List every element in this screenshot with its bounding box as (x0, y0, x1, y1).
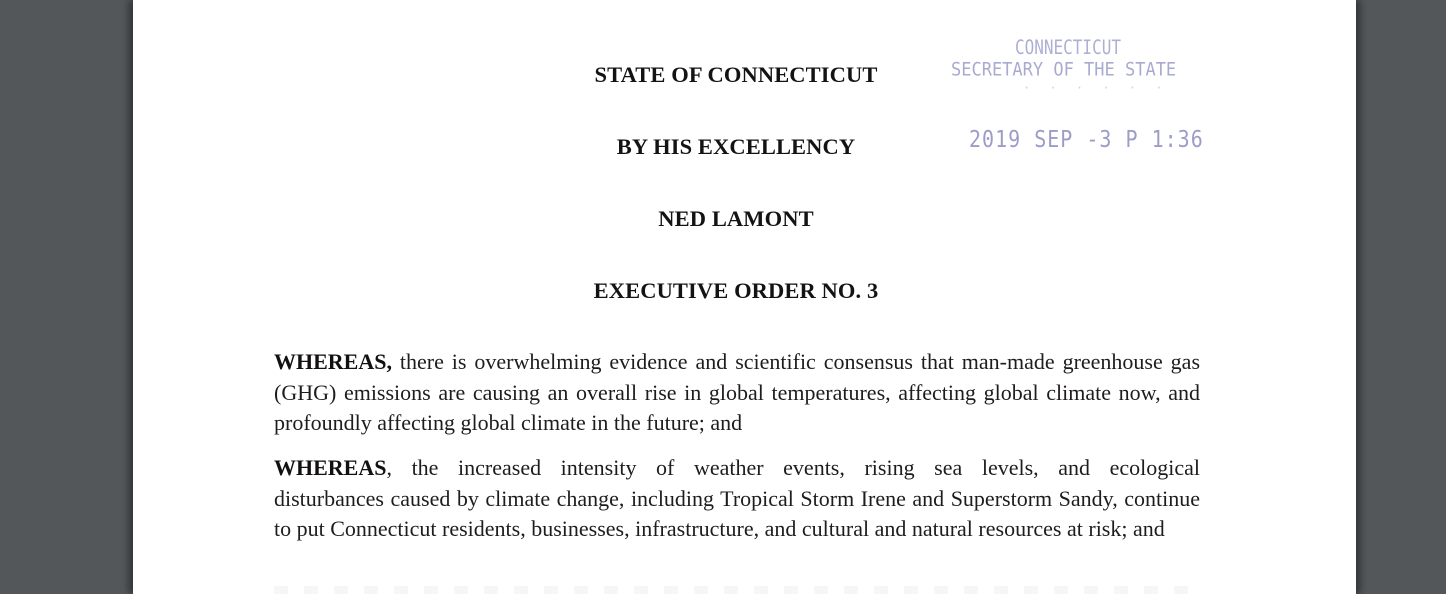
whereas-paragraph-2 (274, 453, 1200, 545)
document-page (133, 0, 1356, 594)
stamp-faint-line: · · · · · · (1023, 81, 1169, 95)
whereas-lead: WHEREAS (274, 455, 387, 480)
heading-state: STATE OF CONNECTICUT (594, 62, 878, 87)
paragraph-first-line (274, 453, 1200, 484)
paragraph-first-line-text: , the increased intensity of weather events, rising sea levels, and ecological (386, 455, 1200, 480)
stamp-state-name: CONNECTICUT (1015, 36, 1121, 59)
stamp-secretary: SECRETARY OF THE STATE (951, 59, 1177, 81)
next-line-partial (274, 586, 1200, 594)
paragraph-text: there is overwhelming evidence and scientific consensus that man-made greenhouse gas (GHG) emissions are causing an overall rise in global temperatures, affecting global climate now, and profoundly affecting global climate in the future; and (274, 349, 1200, 435)
whereas-paragraph-1 (274, 347, 1200, 439)
stamp-date: 2019 SEP -3 P 1:36 (969, 125, 1204, 153)
heading-governor-name: NED LAMONT (658, 206, 814, 231)
heading-by-his-excellency: BY HIS EXCELLENCY (616, 134, 856, 159)
heading-executive-order: EXECUTIVE ORDER NO. 3 (593, 278, 879, 303)
paragraph-text: disturbances caused by climate change, including Tropical Storm Irene and Superstorm Sandy, continue to put Connecticut residents, businesses, infrastructure, and cultural and natural resources at risk; and (274, 485, 1200, 541)
whereas-lead: WHEREAS, (274, 349, 392, 374)
